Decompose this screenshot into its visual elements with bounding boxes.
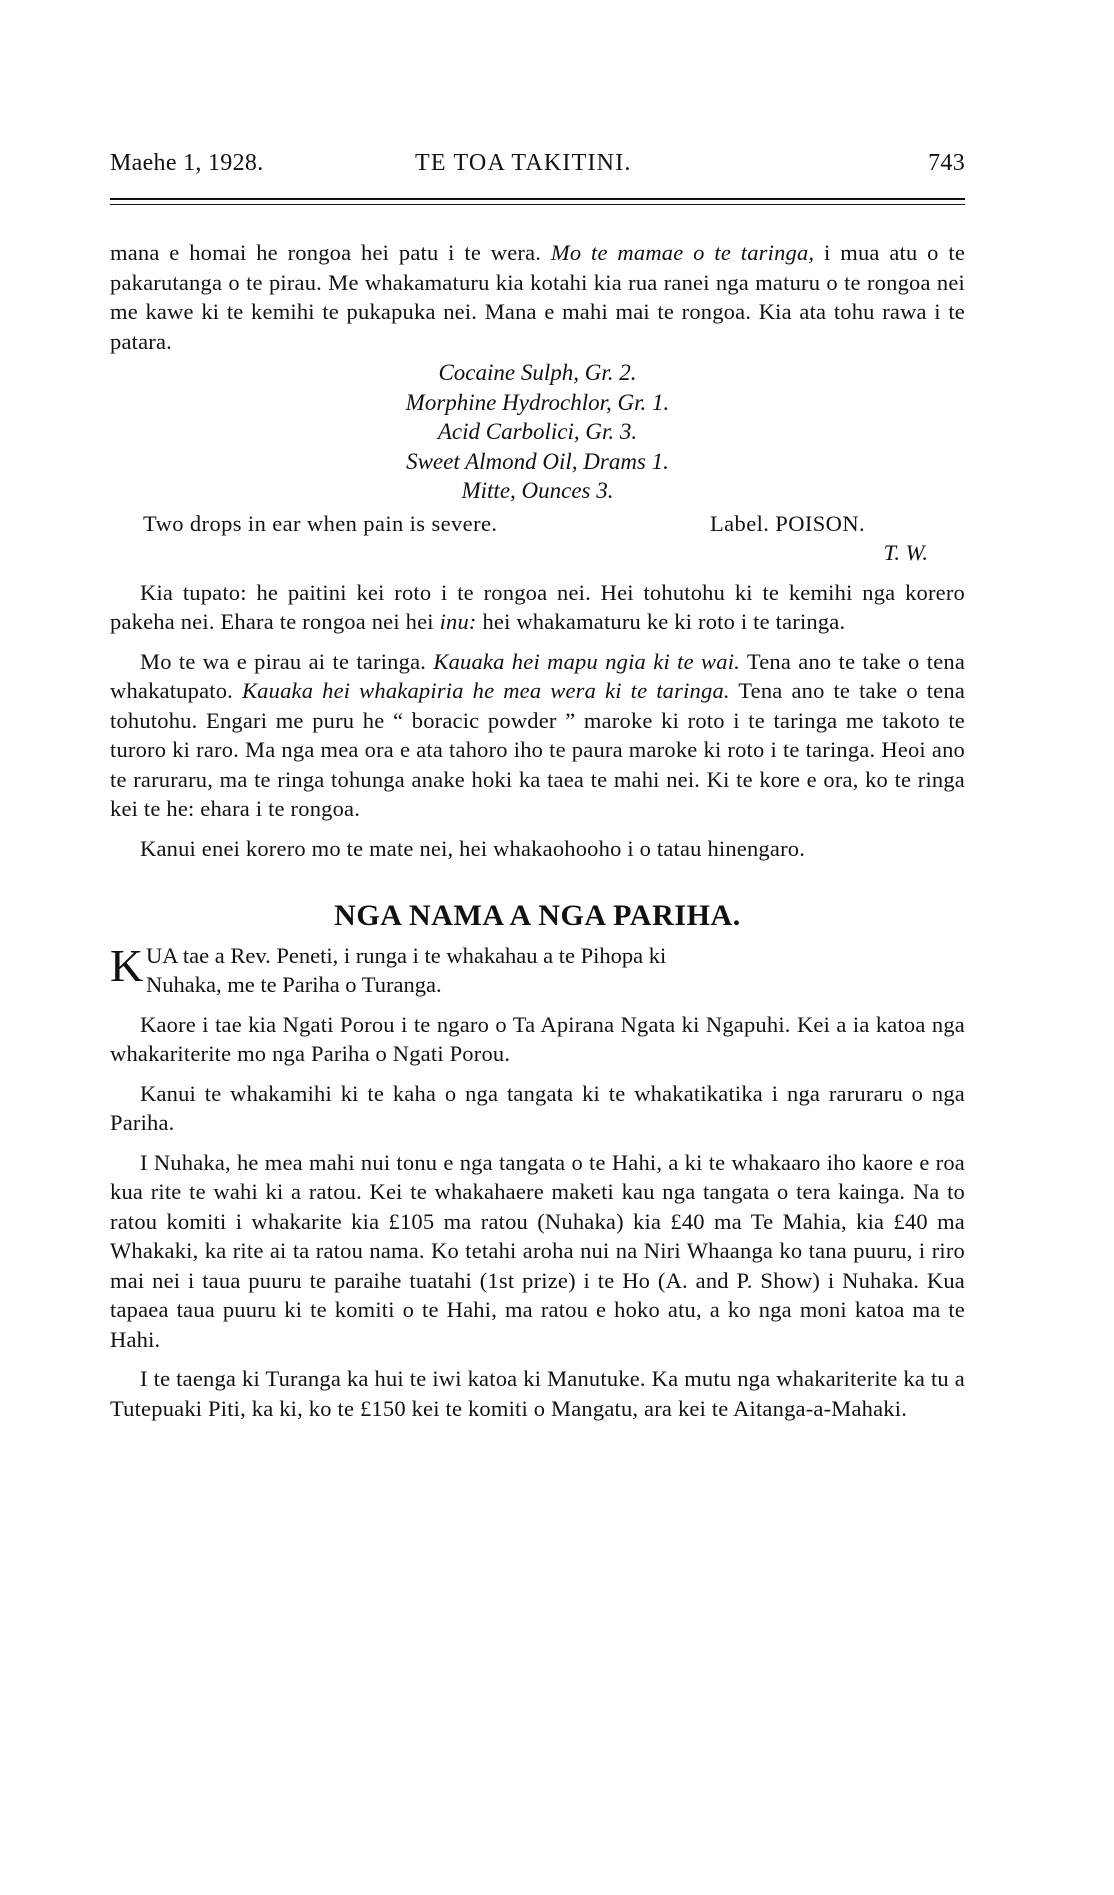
header-rule-thick [110,198,965,200]
page-number: 743 [928,150,965,176]
formula-line: Sweet Almond Oil, Drams 1. [406,448,669,474]
text-run: Mo te wa e pirau ai te taringa. [140,648,427,674]
paragraph-nuhaka: I Nuhaka, he mea mahi nui tonu e nga tangata o te Hahi, a ki te whakaaro iho kaore e roa kua rite te wahi ki a ratou. Kei te whakahaere maketi kau nga tangata o tera kainga. Na to ratou komiti i whakarite kia £105 ma ratou (Nuhaka) kia £40 ma Te Mahia, kia £40 ma Whakaki, ka rite ai ta ratou nama. Ko tetahi aroha nui na Niri Whaanga ko tana puuru, i riro mai nei i taua puuru te paraihe tuatahi (1st prize) i te Ho (A. and P. Show) i Nuhaka. Kua tapaea taua puuru ki te komiti o te Hahi, ma ratou e hoko atu, a ko nga moni katoa ma te Hahi. [110,1149,965,1352]
page [110,0,1005,1895]
text-run-italic: Mo te mamae o te taringa, [550,240,815,265]
paragraph-remedy [110,238,965,356]
text-run: hei whakamaturu ke ki roto i te taringa. [482,609,846,634]
text-run: Tena ano te take o tena whakatupato. [110,648,966,703]
poison-label: Label. POISON. [710,510,865,536]
running-header [110,150,965,190]
text-run-italic: Kauaka hei whakapiria he mea wera ki te taringa. [241,678,730,703]
formula-line: Acid Carbolici, Gr. 3. [437,419,638,444]
formula-line: Morphine Hydrochlor, Gr. 1. [405,389,670,415]
prescription-formula [110,358,965,506]
paragraph-dropcap [110,941,965,1000]
paragraph-advice [110,647,965,824]
text-run: UA tae a Rev. Peneti, i runga i te whakahau a te Pihopa ki [146,942,667,968]
text-run: i mua atu o te pakarutanga o te pirau. Me whakamaturu kia kotahi kia rua ranei nga maturu o te rongoa nei me kawe ki te kemihi te pukapuka nei. Mana e mahi mai te rongoa. Kia ata tohu rawa i te patara. [110,240,966,354]
drop-cap: K [110,939,144,991]
paragraph-caution [110,578,965,637]
paragraph-whakamihi: Kanui te whakamihi ki te kaha o nga tangata ki te whakatikatika i nga raruraru o nga Pariha. [110,1080,965,1135]
signature-initials: T. W. [883,540,928,565]
header-rule-thin [110,204,965,205]
section-heading: NGA NAMA A NGA PARIHA. [334,899,741,932]
page-body [110,238,965,1423]
header-title: TE TOA TAKITINI. [415,150,632,176]
text-run: Kia tupato: he paitini kei roto i te rongoa nei. Hei tohutohu ki te kemihi nga korero pakeha nei. Ehara te rongoa nei hei [110,579,965,634]
dosage-line [110,509,965,539]
text-run: mana e homai he rongoa hei patu i te wera. [110,240,542,265]
paragraph-turanga: I te taenga ki Turanga ka hui te iwi katoa ki Manutuke. Ka mutu nga whakariterite ka tu a Tutepuaki Piti, ka ki, ko te £150 kei te komiti o Mangatu, ara kei te Aitanga-a-Mahaki. [110,1366,965,1421]
paragraph-closing: Kanui enei korero mo te mate nei, hei whakaohooho i o tatau hinengaro. [140,835,806,861]
text-run-italic: inu: [439,609,477,634]
header-date: Maehe 1, 1928. [110,150,264,176]
text-run: Tena ano te take o tena tohutohu. Engari me puru he “ boracic powder ” maroke ki roto i te taringa me takoto te turoro ki raro. Ma nga mea ora e ata tahoro iho te paura maroke ki roto i te taringa. Heoi ano te raruraru, ma te ringa tohunga anake hoki ka taea te mahi nei. Ki te kore e ora, ko te ringa kei te he: ehara i te rongoa. [110,678,966,821]
text-run: Nuhaka, me te Pariha o Turanga. [146,972,442,997]
text-run-italic: Kauaka hei mapu ngia ki te wai. [433,648,740,674]
formula-line: Cocaine Sulph, Gr. 2. [438,360,637,385]
paragraph-ngati-porou: Kaore i tae kia Ngati Porou i te ngaro o Ta Apirana Ngata ki Ngapuhi. Kei a ia katoa nga whakariterite mo nga Pariha o Ngati Porou. [110,1011,965,1066]
dosage-instruction: Two drops in ear when pain is severe. [143,510,498,536]
formula-line: Mitte, Ounces 3. [461,478,614,503]
